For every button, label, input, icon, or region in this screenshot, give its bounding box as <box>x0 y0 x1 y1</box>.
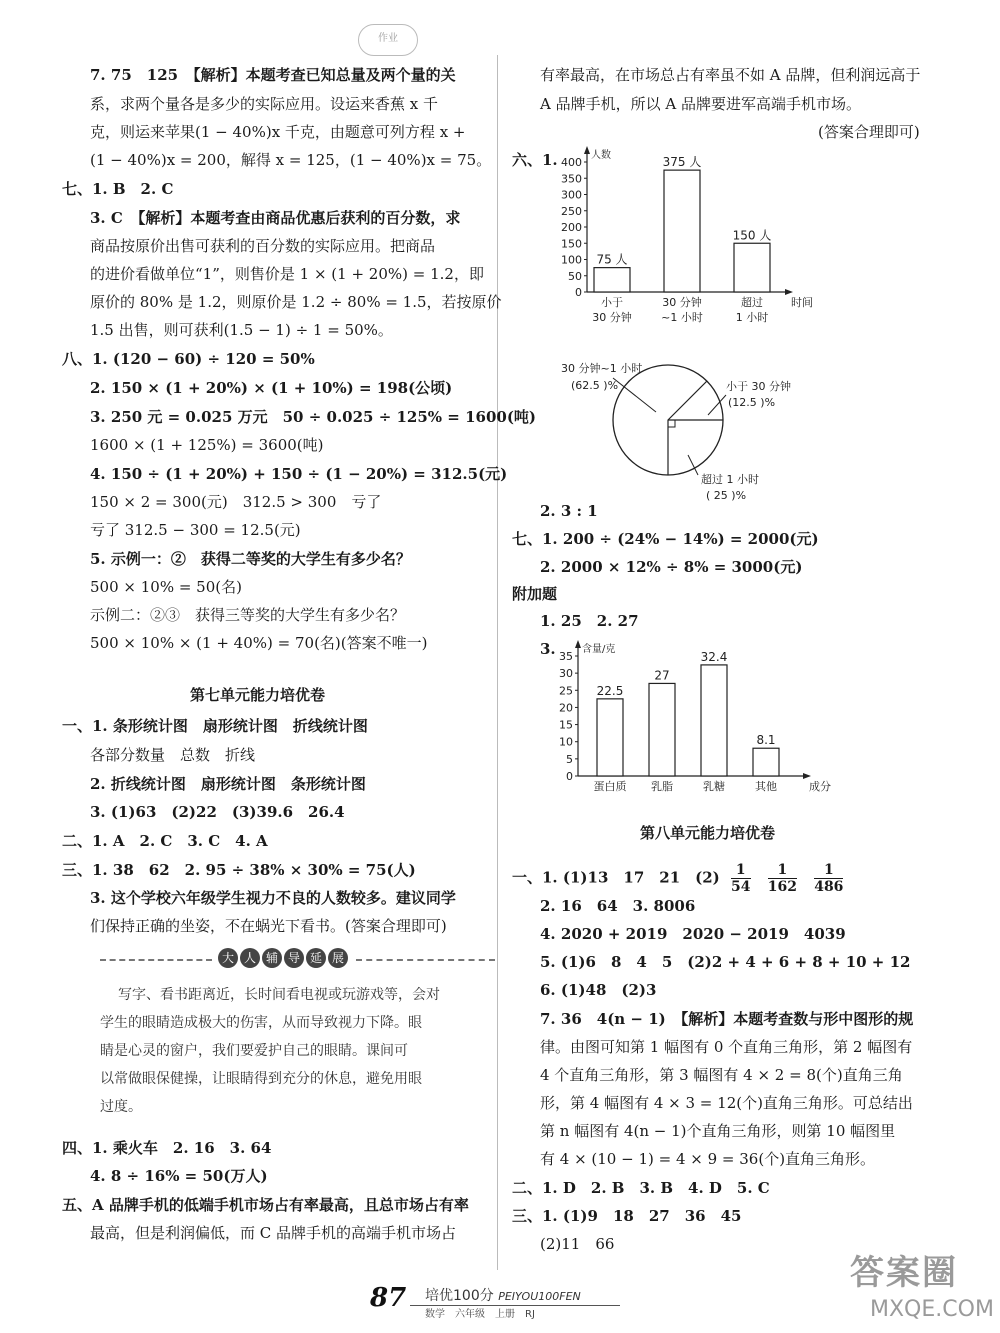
text-line: 形，第 4 幅图有 4 × 3 = 12(个)直角三角形。可总结出 <box>540 1094 913 1112</box>
bar <box>649 683 675 776</box>
fraction <box>731 862 750 895</box>
denominator: 54 <box>731 879 751 895</box>
x-axis-label: 成分 <box>809 780 831 793</box>
answer-line: 2. 16 64 3. 8006 <box>540 897 696 915</box>
brand-latin: PEIYOU100FEN <box>498 1290 581 1303</box>
pie-slice-pct: ( 25 )% <box>706 489 747 502</box>
book-subtitle: 数学 六年级 上册 RJ <box>425 1309 535 1320</box>
answer-line: 四、1. 乘火车 2. 16 3. 64 <box>62 1139 272 1157</box>
category-label: ~1 小时 <box>661 311 703 324</box>
banner-char: 导 <box>284 948 304 968</box>
y-tick-label: 300 <box>561 188 582 202</box>
x-axis-arrow <box>785 289 793 295</box>
brand-cn: 培优100分 <box>425 1288 494 1304</box>
bar <box>664 170 700 292</box>
answer-line: 3. 这个学校六年级学生视力不良的人数较多。建议同学 <box>90 889 456 907</box>
pie-slice-label: 30 分钟~1 小时 <box>561 362 643 375</box>
answer-line: 七、1. 200 ÷ (24% − 14%) = 2000(元) <box>512 530 819 548</box>
answer-line: 亏了 312.5 − 300 = 12.5(元) <box>90 521 301 539</box>
bar-value-label: 75 人 <box>596 252 628 267</box>
bar <box>594 268 630 292</box>
category-label: 30 分钟 <box>592 311 632 324</box>
y-tick-label: 35 <box>559 650 573 663</box>
category-label: 超过 <box>741 296 763 309</box>
category-label: 乳糖 <box>703 780 725 793</box>
y-tick-label: 25 <box>559 684 573 698</box>
text-line: 1.5 出售，则可获利(1.5 − 1) ÷ 1 = 50%。 <box>90 321 393 339</box>
y-tick-label: 400 <box>561 156 582 169</box>
answer-line: 各部分数量 总数 折线 <box>90 746 256 764</box>
x-axis-label: 时间 <box>791 296 813 309</box>
bar <box>597 699 623 776</box>
text-line: 商品按原价出售可获利的百分数的实际应用。把商品 <box>90 237 436 255</box>
y-axis-label: 人数 <box>591 150 611 161</box>
answer-line: 5. 示例一：② 获得二等奖的大学生有多少名？ <box>90 550 411 568</box>
bar-value-label: 375 人 <box>662 155 702 170</box>
answer-line: 1. 25 2. 27 <box>540 612 639 630</box>
answer-line: 2. 3 : 1 <box>540 502 598 520</box>
y-tick-label: 0 <box>566 770 573 783</box>
section-seven: 七、1. B 2. C <box>62 180 174 198</box>
text-line: (1 − 40%)x = 200，解得 x = 125，(1 − 40%)x = 75。 <box>90 151 492 169</box>
time-pie-chart <box>555 360 845 502</box>
answer-line: 4. 8 ÷ 16% = 50(万人) <box>90 1167 268 1185</box>
answer-line: 500 × 10% × (1 + 40%) = 70(名)(答案不唯一) <box>90 634 428 652</box>
question-label: 六、1. <box>512 151 558 169</box>
section-eight: 八、1. (120 − 60) ÷ 120 = 50% <box>62 350 315 368</box>
banner-char: 大 <box>218 948 238 968</box>
text-line: 有 4 × (10 − 1) = 4 × 9 = 36(个)直角三角形。 <box>540 1150 876 1168</box>
answer-line: 3. (1)63 (2)22 (3)39.6 26.4 <box>90 803 345 821</box>
text-line: 第 n 幅图有 4(n − 1)个直角三角形，则第 10 幅图里 <box>540 1122 896 1140</box>
y-axis-label: 含量/克 <box>582 644 616 655</box>
y-tick-label: 350 <box>561 172 582 186</box>
y-tick-label: 150 <box>561 237 582 251</box>
banner-char: 辅 <box>262 948 282 968</box>
extension-text: 写字、看书距离近，长时间看电视或玩游戏等，会对 <box>118 987 440 1003</box>
answer-line: 示例二：②③ 获得三等奖的大学生有多少名？ <box>90 606 406 624</box>
bar-value-label: 8.1 <box>756 733 776 748</box>
y-tick-label: 100 <box>561 253 582 267</box>
answer-line: 7. 36 4(n − 1) 【解析】本题考查数与形中图形的规 <box>540 1010 914 1028</box>
answer-line: 2. 150 × (1 + 20%) × (1 + 10%) = 198(公顷) <box>90 379 453 397</box>
bar <box>734 243 770 292</box>
y-tick-label: 200 <box>561 221 582 234</box>
answer-line: 500 × 10% = 50(名) <box>90 578 242 596</box>
answer-line: 三、1. 38 62 2. 95 ÷ 38% × 30% = 75(人) <box>62 861 416 879</box>
y-tick-label: 0 <box>575 286 582 299</box>
answer-line: 3. <box>540 640 556 658</box>
answer-line: (2)11 66 <box>540 1235 615 1253</box>
y-tick-label: 15 <box>559 718 573 732</box>
answer-7: 7. 75 125 【解析】本题考查已知总量及两个量的关 <box>90 66 456 84</box>
category-label: 小于 <box>601 296 623 309</box>
bar-value-label: 27 <box>654 668 670 683</box>
bonus-title: 附加题 <box>512 585 558 603</box>
answer-line: 一、1. 条形统计图 扇形统计图 折线统计图 <box>62 717 368 735</box>
denominator: 162 <box>767 879 797 895</box>
pie-slice-label: 超过 1 小时 <box>701 473 759 486</box>
fraction <box>814 862 843 895</box>
banner-dash-left <box>100 959 212 961</box>
watermark-logo: 答案圈 <box>850 1253 958 1293</box>
y-axis-arrow <box>584 146 590 154</box>
text-line: 系，求两个量各是多少的实际应用。设运来香蕉 x 千 <box>90 95 438 113</box>
text-line: 4 个直角三角形，第 3 幅图有 4 × 2 = 8(个)直角三角 <box>540 1066 903 1084</box>
denominator: 486 <box>814 879 844 895</box>
y-tick-label: 5 <box>566 752 573 766</box>
text-line: A 品牌手机，所以 A 品牌要进军高端手机市场。 <box>540 95 861 113</box>
extension-text: 学生的眼睛造成极大的伤害，从而导致视力下降。眼 <box>100 1015 422 1031</box>
answer-line: 4. 2020 + 2019 2020 − 2019 4039 <box>540 925 846 943</box>
answer-line: 150 × 2 = 300(元) 312.5 > 300 亏了 <box>90 493 382 511</box>
brand-name <box>425 1285 581 1305</box>
category-label: 1 小时 <box>735 311 769 324</box>
answer-3: 3. C 【解析】本题考查由商品优惠后获利的百分数，求 <box>90 209 461 227</box>
text-line: 克，则运来苹果(1 − 40%)x 千克，由题意可列方程 x + <box>90 123 466 141</box>
answer-line: 2. 折线统计图 扇形统计图 条形统计图 <box>90 775 366 793</box>
y-tick-label: 20 <box>559 701 573 715</box>
section-title-unit7: 第七单元能力培优卷 <box>190 686 326 704</box>
time-bar-chart <box>555 140 825 335</box>
category-label: 其他 <box>755 780 777 793</box>
y-tick-label: 50 <box>568 269 582 283</box>
nutrient-bar-chart <box>548 638 848 813</box>
watermark-url: MXQE.COM <box>870 1297 994 1322</box>
bar-value-label: 32.4 <box>700 649 728 664</box>
numerator: 1 <box>731 862 750 879</box>
answer-line: 3. 250 元 = 0.025 万元 50 ÷ 0.025 ÷ 125% = 1600(吨) <box>90 408 537 426</box>
answer-line: 6. (1)48 (2)3 <box>540 981 657 999</box>
bar <box>701 665 727 776</box>
answer-line <box>512 862 849 895</box>
bar-value-label: 150 人 <box>732 228 772 243</box>
bar-value-label: 22.5 <box>596 683 624 698</box>
banner-char: 展 <box>328 948 348 968</box>
extension-text: 过度。 <box>100 1099 142 1115</box>
text-line: 原价的 80% 是 1.2，则原价是 1.2 ÷ 80% = 1.5，若按原价 <box>90 293 502 311</box>
text-line: 的进价看做单位“1”，则售价是 1 × (1 + 20%) = 1.2，即 <box>90 265 484 283</box>
pie-slice-pct: (62.5 )% <box>571 379 619 392</box>
answer-line: 们保持正确的坐姿，不在蜗光下看书。(答案合理即可) <box>90 917 447 935</box>
bar <box>753 748 779 776</box>
y-axis-arrow <box>575 640 581 648</box>
category-label: 蛋白质 <box>593 780 627 793</box>
answer-line: 2. 2000 × 12% ÷ 8% = 3000(元) <box>540 558 803 576</box>
answer-line: 二、1. D 2. B 3. B 4. D 5. C <box>512 1179 770 1197</box>
banner-char: 延 <box>306 948 326 968</box>
answer-line: 三、1. (1)9 18 27 36 45 <box>512 1207 742 1225</box>
banner-tags <box>218 948 348 968</box>
top-stamp: 作业 <box>358 24 418 56</box>
pie-slice-pct: (12.5 )% <box>728 396 776 409</box>
numerator: 1 <box>814 862 843 879</box>
answer-line: 五、A 品牌手机的低端手机市场占有率最高，且总市场占有率 <box>62 1196 469 1214</box>
extension-text: 以常做眼保健操，让眼睛得到充分的休息，避免用眼 <box>100 1071 422 1087</box>
extension-text: 睛是心灵的窗户，我们要爱护自己的眼睛。课间可 <box>100 1043 408 1059</box>
banner-char: 人 <box>240 948 260 968</box>
text-line: 律。由图可知第 1 幅图有 0 个直角三角形，第 2 幅图有 <box>540 1038 913 1056</box>
y-tick-label: 250 <box>561 204 582 218</box>
text-line: (答案合理即可) <box>818 123 920 141</box>
category-label: 30 分钟 <box>662 296 702 309</box>
page-footer <box>370 1283 630 1323</box>
answer-text: 一、1. (1)13 17 21 (2) <box>512 868 720 887</box>
banner-dash-right <box>356 959 495 961</box>
answer-line: 1600 × (1 + 125%) = 3600(吨) <box>90 436 324 454</box>
pie-slice-label: 小于 30 分钟 <box>726 380 791 393</box>
extension-banner <box>100 948 495 970</box>
column-divider <box>497 55 498 1270</box>
x-axis-arrow <box>803 773 811 779</box>
page-number: 87 <box>370 1283 407 1313</box>
y-tick-label: 10 <box>559 735 573 749</box>
text-line: 有率最高，在市场总占有率虽不如 A 品牌，但利润远高于 <box>540 66 921 84</box>
y-tick-label: 30 <box>559 667 573 681</box>
answer-line: 二、1. A 2. C 3. C 4. A <box>62 832 268 850</box>
section-title-unit8: 第八单元能力培优卷 <box>640 824 776 842</box>
answer-line: 4. 150 ÷ (1 + 20%) + 150 ÷ (1 − 20%) = 312.5(元) <box>90 465 508 483</box>
answer-line: 最高，但是利润偏低，而 C 品牌手机的高端手机市场占 <box>90 1224 457 1242</box>
category-label: 乳脂 <box>651 780 673 793</box>
fraction <box>768 862 797 895</box>
answer-line: 5. (1)6 8 4 5 (2)2 + 4 + 6 + 8 + 10 + 12 <box>540 953 911 971</box>
numerator: 1 <box>768 862 797 879</box>
